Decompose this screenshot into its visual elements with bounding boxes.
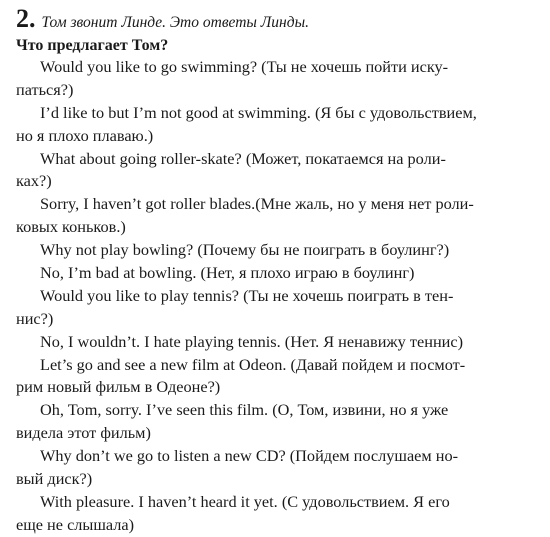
dialogue-line-continuation: рим новый фильм в Одеоне?) [16,377,221,397]
exercise-instruction: Том звонит Линде. Это ответы Линды. [41,14,309,31]
dialogue-line: Oh, Tom, sorry. I’ve seen this film. (О, Том, извини, но я уже [40,400,449,420]
dialogue-line: What about going roller-skate? (Может, покатаемся на роли- [40,148,446,168]
dialogue-line-continuation: вый диск?) [16,469,93,489]
dialogue-line-continuation: но я плохо плаваю.) [16,125,154,145]
dialogue-lines [16,56,536,537]
dialogue-line: Why don’t we go to listen a new CD? (Пойдем послушаем но- [40,446,459,466]
dialogue-line: No, I’m bad at bowling. (Нет, я плохо играю в боулинг) [40,263,415,283]
dialogue-line-continuation: нис?) [16,308,54,328]
exercise-question: Что предлагает Том? [16,37,169,54]
dialogue-line: Sorry, I haven’t got roller blades.(Мне жаль, но у меня нет роли- [40,194,474,214]
dialogue-line-continuation: видела этот фильм) [16,423,151,443]
dialogue-line: No, I wouldn’t. I hate playing tennis. (Нет. Я ненавижу теннис) [40,331,464,351]
dialogue-line: Would you like to go swimming? (Ты не хочешь пойти иску- [40,57,449,76]
dialogue-line-continuation: паться?) [16,79,74,99]
dialogue-line-continuation: ках?) [16,171,52,191]
exercise-heading [16,6,536,32]
dialogue-line: Let’s go and see a new film at Odeon. (Давай пойдем и посмот- [40,354,466,374]
dialogue-line: I’d like to but I’m not good at swimming. (Я бы с удовольствием, [40,102,477,122]
dialogue-line-continuation: еще не слышала) [16,514,135,534]
dialogue-line: With pleasure. I haven’t heard it yet. (С удовольствием. Я его [40,491,450,511]
dialogue-line: Why not play bowling? (Почему бы не поиграть в боулинг?) [40,240,450,260]
dialogue-line: Would you like to play tennis? (Ты не хочешь поиграть в тен- [40,285,454,305]
dialogue-line-continuation: ковых коньков.) [16,217,126,237]
exercise-number: 2. [16,4,36,33]
